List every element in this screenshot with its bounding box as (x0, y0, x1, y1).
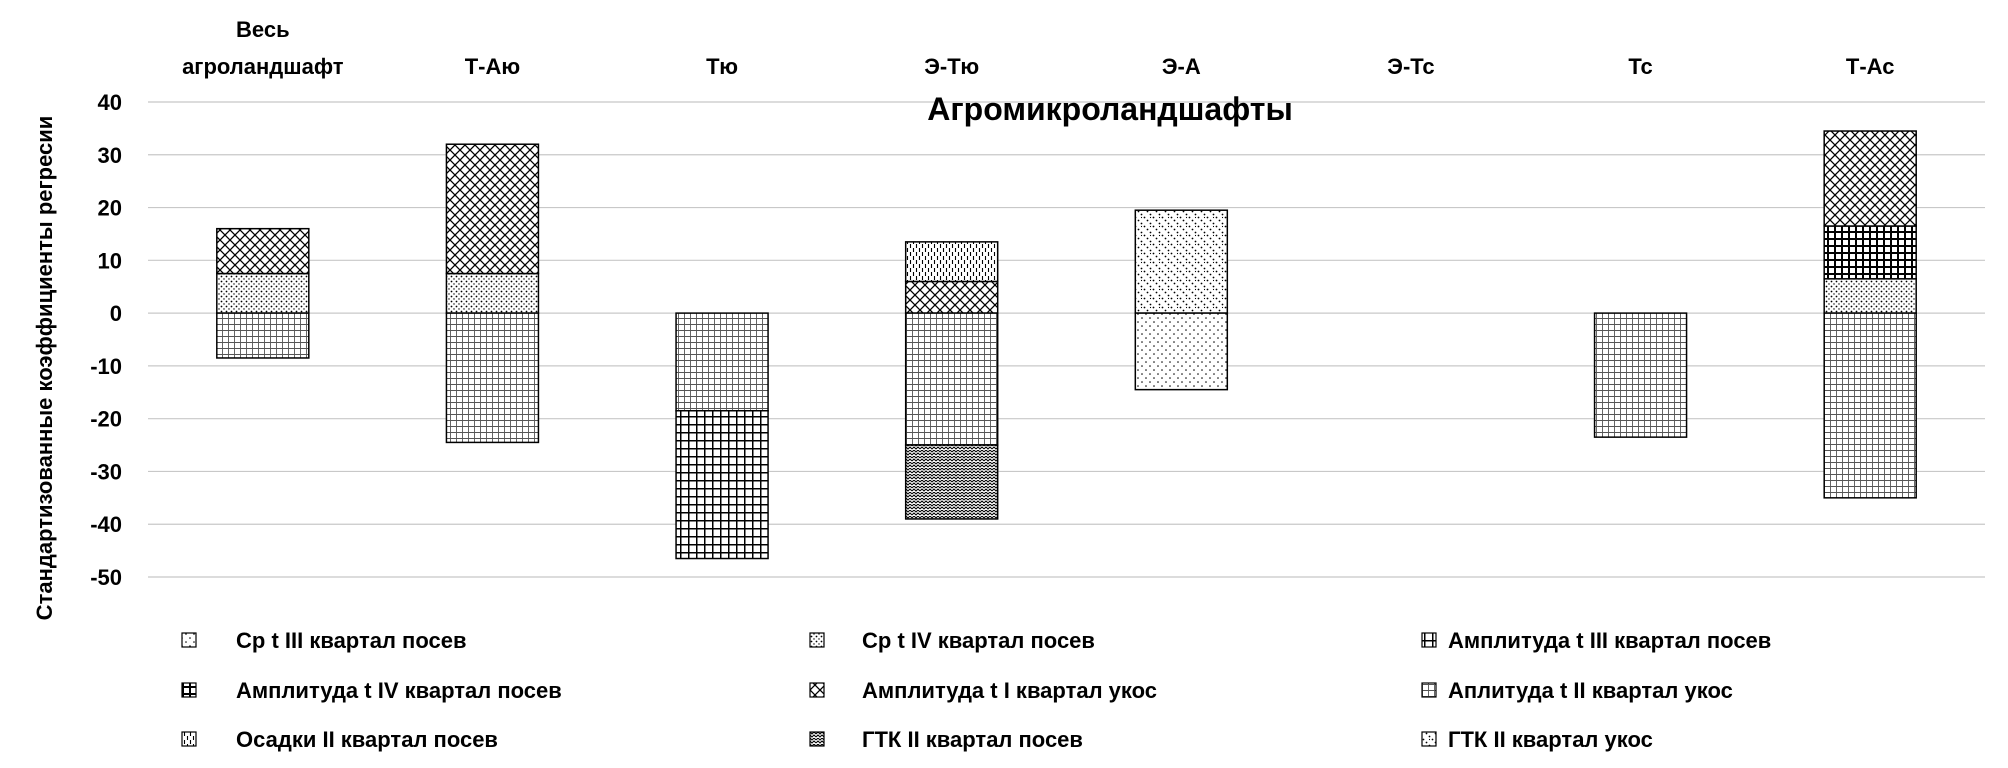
legend-swatch (810, 683, 824, 697)
y-tick-label: -40 (90, 512, 122, 538)
bar-segment (906, 281, 998, 313)
legend (182, 628, 1771, 752)
y-axis-ticks (90, 90, 122, 590)
legend-swatch (810, 732, 824, 746)
bar-stacks (217, 131, 1916, 559)
bar-segment (676, 411, 768, 559)
legend-label: Амплитуда t III квартал посев (1448, 628, 1772, 653)
legend-swatch (1422, 633, 1436, 647)
bar-segment (446, 274, 538, 314)
bar-segment (1135, 210, 1227, 313)
bar-segment (1824, 131, 1916, 226)
legend-swatch (810, 633, 824, 647)
bar-segment (217, 274, 309, 314)
legend-swatch (182, 633, 196, 647)
category-label: Т-Аю (464, 54, 521, 79)
gridlines (148, 102, 1985, 577)
bar-segment (906, 313, 998, 445)
bar-segment (217, 313, 309, 358)
bar-segment (1824, 279, 1916, 313)
legend-swatch (182, 683, 196, 697)
legend-label: ГТК II квартал укос (1448, 727, 1653, 752)
y-axis-label: Стандартизованные коэффициенты регресии (32, 115, 57, 621)
bar-segment (906, 445, 998, 519)
y-tick-label: 40 (97, 90, 122, 115)
category-label: Э-А (1161, 54, 1201, 79)
category-label: агроландшафт (182, 54, 344, 79)
legend-label: Амплитуда t IV квартал посев (236, 678, 562, 703)
category-label: Тю (706, 54, 739, 79)
legend-label: Осадки II квартал посев (236, 727, 498, 752)
bar-segment (1824, 313, 1916, 498)
y-tick-label: -50 (90, 565, 122, 590)
legend-swatch (1422, 683, 1436, 697)
y-tick-label: -30 (90, 459, 122, 485)
y-tick-label: -10 (90, 353, 122, 379)
category-label: Э-Тю (924, 54, 980, 79)
bar-segment (906, 242, 998, 282)
y-tick-label: -20 (90, 406, 122, 432)
legend-swatch (1422, 732, 1436, 746)
category-label: Тс (1628, 54, 1653, 79)
bar-segment (1135, 313, 1227, 390)
bar-segment (676, 313, 768, 411)
legend-swatch (182, 732, 196, 746)
y-tick-label: 10 (97, 248, 122, 274)
bar-segment (1824, 226, 1916, 279)
legend-label: Амплитуда t I квартал укос (862, 678, 1158, 703)
bar-segment (446, 144, 538, 273)
bar-segment (217, 229, 309, 274)
y-tick-label: 30 (97, 142, 122, 168)
chart-title: Агромикроландшафты (927, 91, 1293, 127)
legend-label: Ср t IV квартал посев (862, 628, 1095, 653)
category-label: Э-Тс (1387, 54, 1435, 79)
y-tick-label: 0 (109, 301, 122, 327)
legend-label: ГТК II квартал посев (862, 727, 1083, 752)
bar-segment (1595, 313, 1687, 437)
bar-segment (446, 313, 538, 442)
y-tick-label: 20 (97, 195, 122, 221)
category-label: Весь (236, 17, 290, 42)
legend-label: Аплитуда t II квартал укос (1448, 678, 1733, 703)
category-label: Т-Ас (1845, 54, 1895, 79)
legend-label: Ср t III квартал посев (236, 628, 467, 653)
category-labels (182, 17, 1894, 79)
